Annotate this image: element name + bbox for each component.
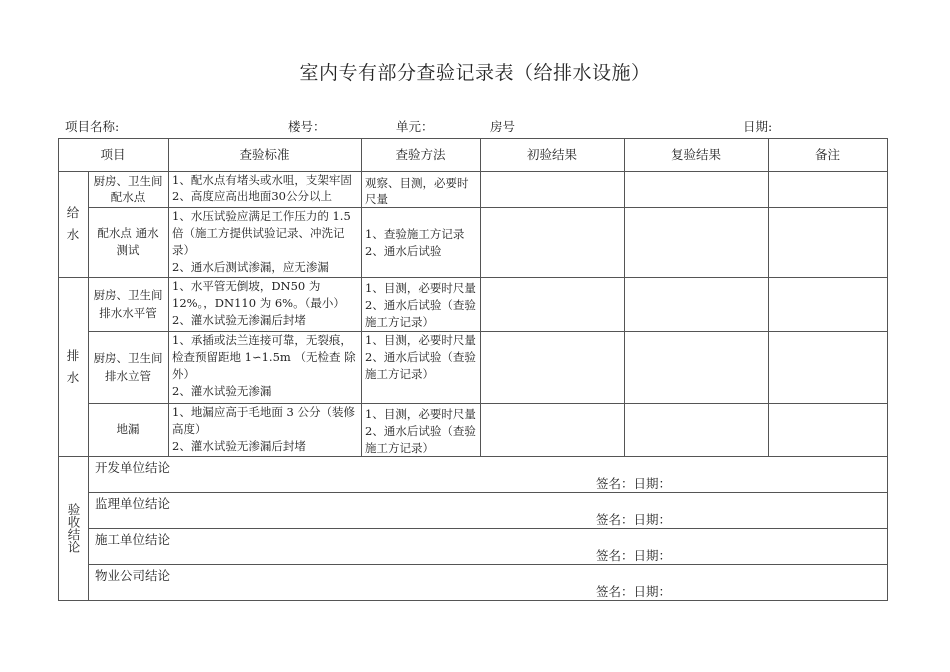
- document-title: 室内专有部分查验记录表（给排水设施）: [299, 62, 651, 84]
- group-drainage: [58, 277, 88, 456]
- property-conclusion-label: 物业公司结论: [95, 568, 171, 583]
- project-name-label: 项目名称:: [65, 119, 120, 134]
- group-drainage-char-2: 水: [66, 369, 80, 385]
- row-1-item: 厨房、卫生间配水点: [93, 174, 163, 204]
- row-1-method: 观察、目测，必要时尺量: [365, 176, 469, 206]
- row-4-item: 厨房、卫生间排水立管: [93, 351, 163, 383]
- row-2-item: 配水点 通水测试: [97, 226, 159, 257]
- row-5-method: 1、目测，必要时尺量 2、通水后试验（查验 施工方记录）: [365, 407, 476, 455]
- group-water-supply-char-1: 给: [66, 205, 80, 220]
- header-item: 项目: [100, 147, 126, 162]
- row-2-standard: 1、水压试验应满足工作压力的 1.5 倍（施工方提供试验记录、冲洗记录） 2、通水后测试渗漏，应无渗漏: [172, 209, 351, 274]
- row-1-standard: 1、配水点有堵头或水咀，支架牢固 2、高度应高出地面30公分以上: [172, 173, 352, 203]
- group-water-supply-char-2: 水: [66, 227, 80, 242]
- header-method: 查验方法: [395, 147, 446, 162]
- property-signature-date: 签名：日期：: [596, 584, 672, 599]
- developer-signature-date: 签名：日期：: [596, 476, 672, 491]
- row-4-method: 1、目测，必要时尺量 2、通水后试验（查验 施工方记录）: [365, 333, 476, 381]
- contractor-signature-date: 签名：日期：: [596, 548, 672, 563]
- date-label: 日期:: [743, 119, 773, 134]
- group-water-supply: [58, 171, 88, 277]
- row-5-item: 地漏: [116, 422, 140, 436]
- row-3-standard: 1、水平管无倒坡，DN50 为 12%。，DN110 为 6%。（最小） 2、灌水试验无渗漏后封堵: [172, 279, 345, 327]
- unit-label: 单元：: [396, 119, 434, 134]
- room-label: 房号: [490, 119, 516, 134]
- contractor-conclusion-label: 施工单位结论: [95, 532, 171, 547]
- row-5-standard: 1、地漏应高于毛地面 3 公分（装修高度） 2、灌水试验无渗漏后封堵: [172, 405, 355, 453]
- group-acceptance-label: 验收结论: [66, 503, 81, 553]
- row-4-standard: 1、承插或法兰连接可靠，无裂痕， 检查预留距地 1∽1.5m （无检查 除外） 2、灌水试验无渗漏: [172, 333, 356, 398]
- header-standard: 查验标准: [239, 147, 290, 162]
- supervisor-conclusion-label: 监理单位结论: [95, 496, 171, 511]
- header-remarks: 备注: [814, 147, 840, 162]
- header-recheck-result: 复验结果: [670, 147, 721, 162]
- group-drainage-char-1: 排: [66, 347, 80, 363]
- row-3-method: 1、目测，必要时尺量 2、通水后试验（查验 施工方记录）: [365, 281, 476, 329]
- row-3-item: 厨房、卫生间排水水平管: [93, 288, 163, 320]
- header-initial-result: 初验结果: [526, 147, 577, 162]
- group-acceptance: [58, 456, 88, 600]
- supervisor-signature-date: 签名：日期：: [596, 512, 672, 527]
- row-2-method: 1、查验施工方记录 2、通水后试验: [365, 227, 465, 258]
- building-label: 楼号：: [288, 119, 326, 134]
- developer-conclusion-label: 开发单位结论: [95, 460, 171, 475]
